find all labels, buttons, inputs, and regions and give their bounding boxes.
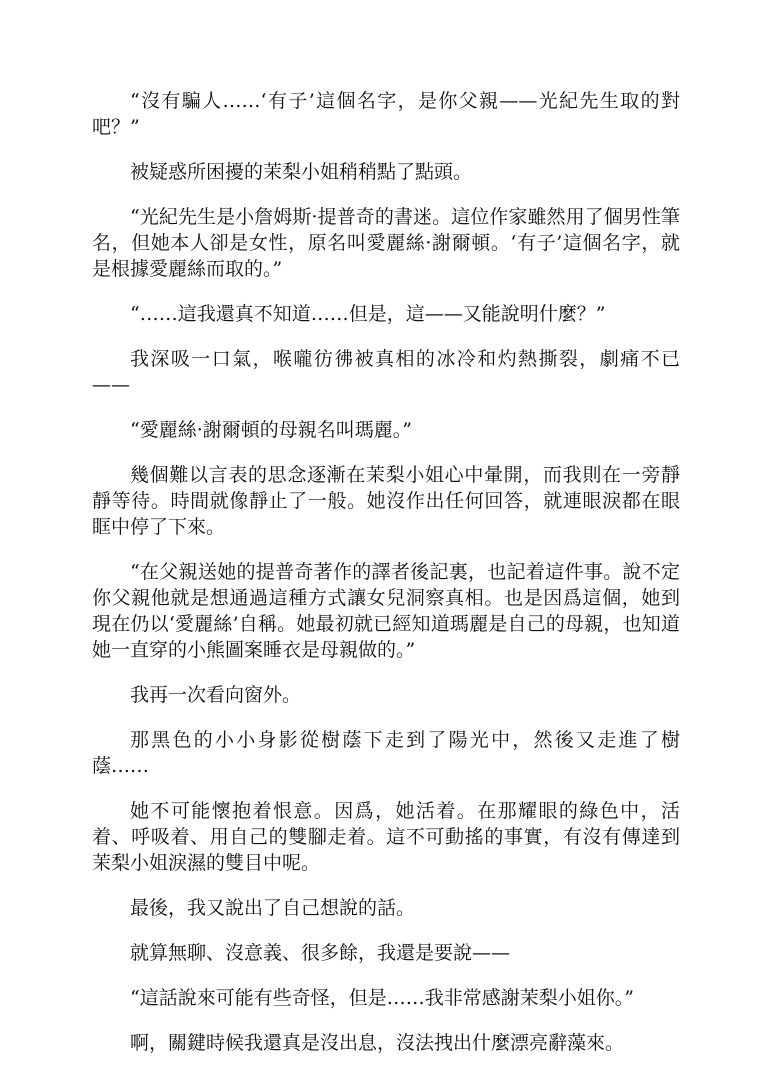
paragraph: “這話說來可能有些奇怪，但是……我非常感謝茉梨小姐你。” [130, 987, 634, 1009]
document-body [92, 88, 680, 1075]
paragraph: 我深吸一口氣，喉嚨彷彿被真相的冰冷和灼熱撕裂，劇痛不已—— [92, 348, 680, 396]
paragraph: 那黑色的小小身影從樹蔭下走到了陽光中，然後又走進了樹蔭…… [92, 729, 680, 777]
paragraph: 她不可能懷抱着恨意。因爲，她活着。在那耀眼的綠色中，活着、呼吸着、用自己的雙腳走着。這不可動搖的事實，有沒有傳達到茉梨小姐淚濕的雙目中呢。 [92, 800, 680, 874]
paragraph: “愛麗絲·謝爾頓的母親名叫瑪麗。” [130, 419, 412, 441]
paragraph: 最後，我又說出了自己想說的話。 [130, 897, 416, 919]
paragraph: “光紀先生是小詹姆斯·提普奇的書迷。這位作家雖然用了個男性筆名，但她本人卻是女性，原名叫愛麗絲·謝爾頓。‘有子’這個名字，就是根據愛麗絲而取的。” [92, 206, 680, 280]
paragraph: 被疑惑所困擾的茉梨小姐稍稍點了點頭。 [130, 161, 473, 183]
paragraph: 就算無聊、沒意義、很多餘，我還是要說—— [130, 942, 511, 964]
paragraph: 幾個難以言表的思念逐漸在茉梨小姐心中暈開，而我則在一旁靜靜等待。時間就像靜止了一般。她沒作出任何回答，就連眼淚都在眼眶中停了下來。 [92, 464, 680, 538]
paragraph: 啊，關鍵時候我還真是沒出息，沒法拽出什麼漂亮辭藻來。 [130, 1032, 625, 1054]
paragraph: “在父親送她的提普奇著作的譯者後記裏，也記着這件事。說不定你父親他就是想通過這種方式讓女兒洞察真相。也是因爲這個，她到現在仍以‘愛麗絲’自稱。她最初就已經知道瑪麗是自己的母親，也知道她一直穿的小熊圖案睡衣是母親做的。” [92, 561, 680, 661]
paragraph: “……這我還真不知道……但是，這——又能說明什麼？” [130, 303, 606, 325]
paragraph: 我再一次看向窗外。 [130, 684, 302, 706]
paragraph: “沒有騙人……‘有子’這個名字，是你父親——光紀先生取的對吧？” [92, 90, 680, 138]
